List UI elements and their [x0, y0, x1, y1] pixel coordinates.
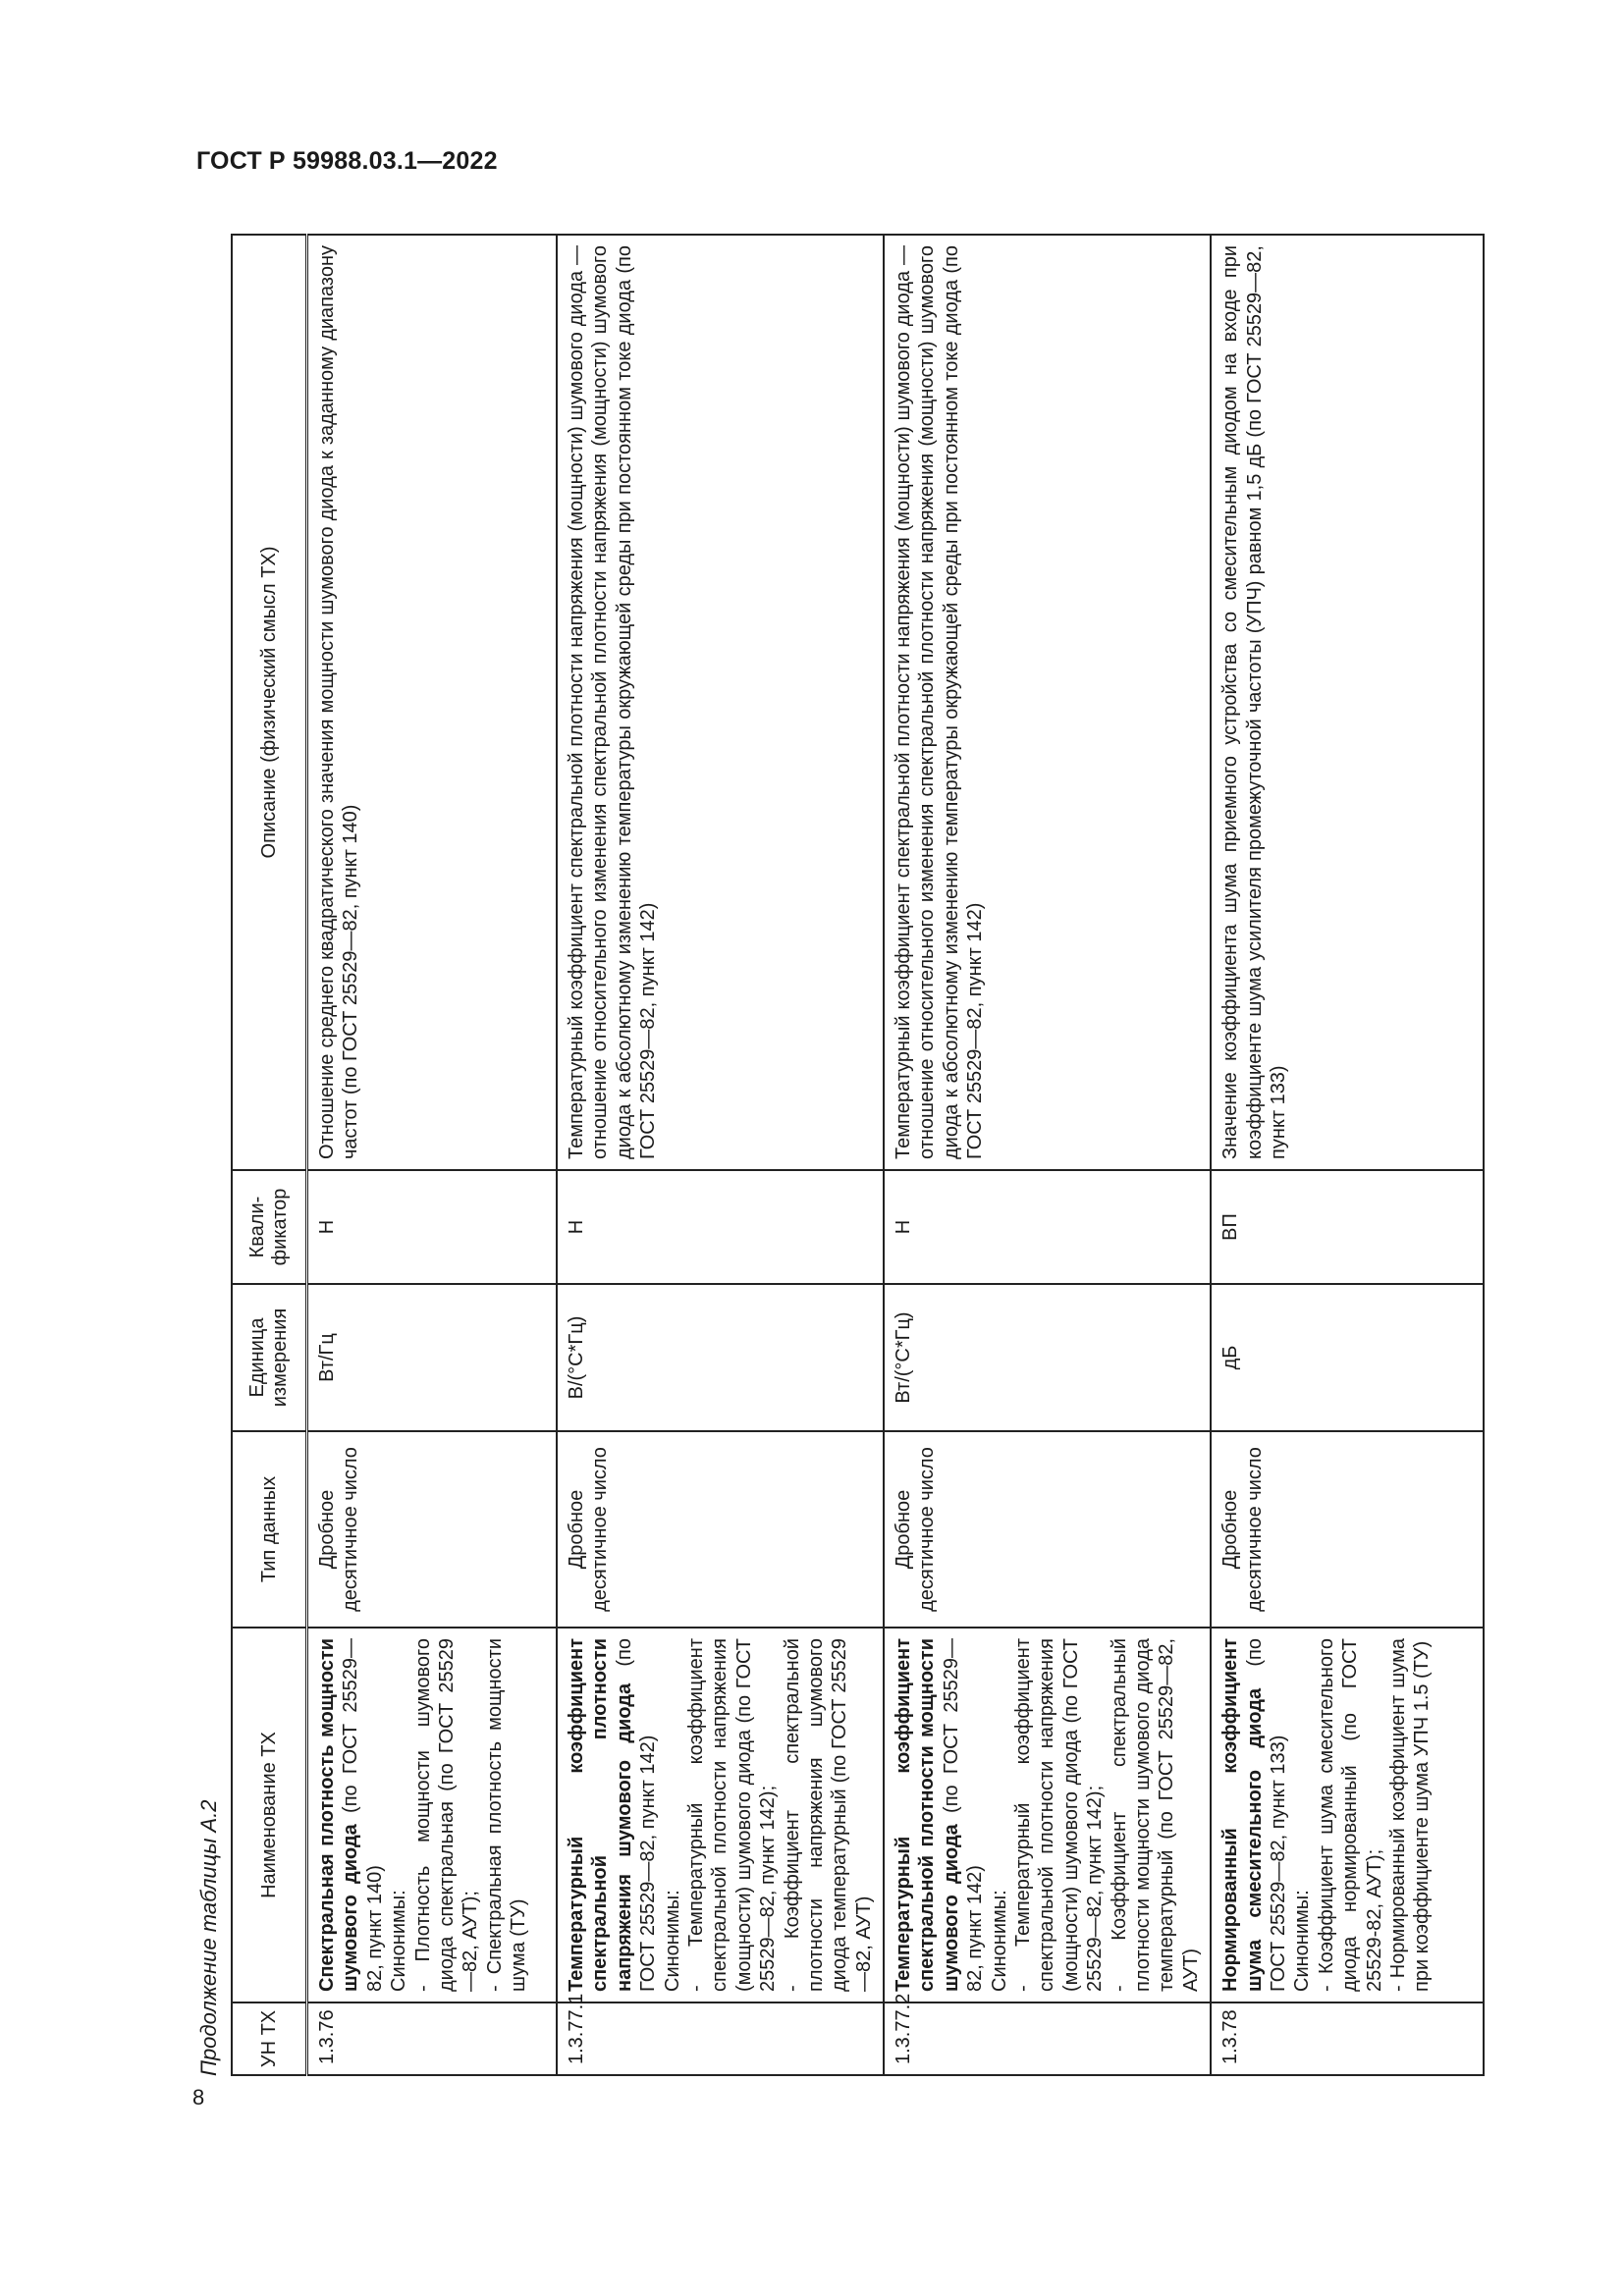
synonym-item: - Температурный коэффициент спектральной плотности напряжения (мощности) шумового диода (по ГОСТ 25529—82, пункт 142); [684, 1638, 780, 1992]
name-bold: Температурный коэффициент спектральной плотности мощности шумового диода [893, 1638, 962, 1992]
cell-qualifier: Н [557, 1170, 884, 1284]
synonyms-label: Синонимы: [988, 1890, 1010, 1992]
name-bold: Температурный коэффициент спектральной плотности напряжения шумового диода [566, 1638, 635, 1992]
table-row [884, 235, 1211, 2075]
cell-name [557, 1628, 884, 2002]
synonyms-label: Синонимы: [661, 1890, 683, 1992]
cell-un: 1.3.77.1 [557, 2002, 884, 2075]
name-ref: (по ГОСТ 25529—82, пункт 133) [1243, 1638, 1289, 1992]
header-type: Тип данных [232, 1431, 307, 1628]
cell-type: Дробное десятичное число [557, 1431, 884, 1628]
synonyms-label: Синонимы: [388, 1890, 410, 1992]
page-number: 8 [192, 2085, 205, 2109]
header-name: Наименование ТХ [232, 1628, 307, 2002]
cell-unit: Вт/Гц [307, 1284, 558, 1431]
cell-qualifier: Н [307, 1170, 558, 1284]
name-ref: (по ГОСТ 25529—82, пункт 142) [940, 1638, 987, 1992]
table-caption: Продолжение таблицы А.2 [196, 1799, 221, 2076]
table-row [307, 235, 558, 2075]
cell-unit: В/(°С*Гц) [557, 1284, 884, 1431]
name-ref: (по ГОСТ 25529—82, пункт 142) [613, 1638, 660, 1992]
synonym-item: - Температурный коэффициент спектральной плотности напряжения (мощности) шумового диода (по ГОСТ 25529—82, пункт 142); [1012, 1638, 1107, 1992]
name-ref: (по ГОСТ 25529—82, пункт 140) [340, 1638, 386, 1992]
synonym-item: - Плотность мощности шумового диода спектральная (по ГОСТ 25529—82, АУТ); [411, 1638, 482, 1992]
synonym-item: - Коэффициент спектральной плотности напряжения шумового диода температурный (по ГОСТ 25529—82, АУТ) [781, 1638, 875, 1992]
table-row [1211, 235, 1484, 2075]
cell-qualifier: ВП [1211, 1170, 1484, 1284]
cell-un: 1.3.78 [1211, 2002, 1484, 2075]
table-header-row [232, 235, 307, 2075]
synonym-item: - Нормированный коэффициент шума при коэффициенте шума УПЧ 1.5 (ТУ) [1386, 1638, 1434, 1992]
cell-description: Отношение среднего квадратического значения мощности шумового диода к заданному диапазону частот (по ГОСТ 25529—82, пункт 140) [307, 235, 558, 1170]
header-qualifier: Квали-фикатор [232, 1170, 307, 1284]
cell-un: 1.3.77.2 [884, 2002, 1211, 2075]
table-container [231, 236, 1485, 2076]
header-unit: Единица измерения [232, 1284, 307, 1431]
table-row [557, 235, 884, 2075]
cell-name [307, 1628, 558, 2002]
cell-qualifier: Н [884, 1170, 1211, 1284]
name-bold: Спектральная плотность мощности шумового диода [316, 1638, 362, 1992]
name-bold: Нормированный коэффициент шума смесительного диода [1219, 1638, 1266, 1992]
cell-name [884, 1628, 1211, 2002]
cell-un: 1.3.76 [307, 2002, 558, 2075]
rotated-table-block [189, 236, 1434, 2076]
characteristics-table [231, 234, 1485, 2076]
cell-type: Дробное десятичное число [1211, 1431, 1484, 1628]
cell-description: Температурный коэффициент спектральной плотности напряжения (мощности) шумового диода — отношение относительного изменения спектральной плотности напряжения (мощности) шумового диода к абсолютному изменению температуры окружающей среды при постоянном токе диода (по ГОСТ 25529—82, пункт 142) [557, 235, 884, 1170]
header-description: Описание (физический смысл ТХ) [232, 235, 307, 1170]
synonym-item: - Коэффициент шума смесительного диода нормированный (по ГОСТ 25529-82, АУТ); [1315, 1638, 1385, 1992]
synonym-item: - Спектральная плотность мощности шума (ТУ) [483, 1638, 530, 1992]
cell-unit: дБ [1211, 1284, 1484, 1431]
cell-description: Температурный коэффициент спектральной плотности напряжения (мощности) шумового диода — отношение относительного изменения спектральной плотности напряжения (мощности) шумового диода к абсолютному изменению температуры окружающей среды при постоянном токе диода (по ГОСТ 25529—82, пункт 142) [884, 235, 1211, 1170]
cell-type: Дробное десятичное число [884, 1431, 1211, 1628]
cell-type: Дробное десятичное число [307, 1431, 558, 1628]
document-code: ГОСТ Р 59988.03.1—2022 [196, 147, 498, 175]
cell-name [1211, 1628, 1484, 2002]
cell-unit: Вт/(°С*Гц) [884, 1284, 1211, 1431]
synonym-item: - Коэффициент спектральный плотности мощности шумового диода температурный (по ГОСТ 25529—82, АУТ) [1108, 1638, 1202, 1992]
header-un: УН ТХ [232, 2002, 307, 2075]
cell-description: Значение коэффициента шума приемного устройства со смесительным диодом на входе при коэффициенте шума усилителя промежуточной частоты (УПЧ) равном 1,5 дБ (по ГОСТ 25529—82, пункт 133) [1211, 235, 1484, 1170]
synonyms-label: Синонимы: [1291, 1890, 1314, 1992]
